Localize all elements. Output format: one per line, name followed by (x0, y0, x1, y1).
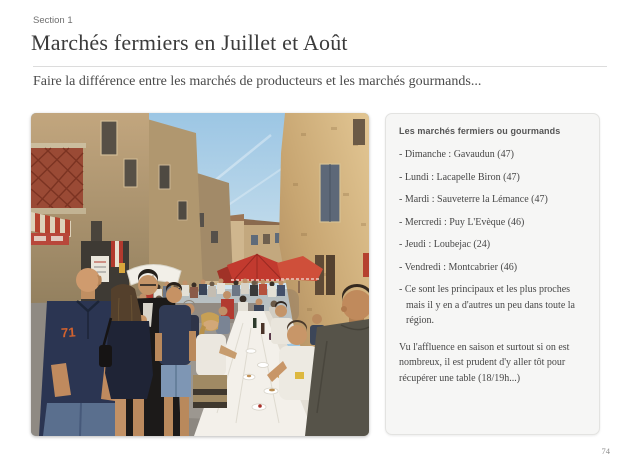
market-list-item: - Mardi : Sauveterre la Lémance (47) (399, 194, 548, 205)
section-label: Section 1 (33, 15, 73, 26)
info-box (385, 113, 600, 435)
market-list-item: - Mercredi : Puy L'Evèque (46) (399, 216, 525, 228)
jersey-number: 71 (60, 324, 77, 341)
info-box-note: Vu l'affluence en saison et surtout si on est nombreux, il est prudent d'y aller tôt pour récupérer une table (18/19h...) (399, 341, 570, 384)
market-photo (31, 113, 369, 436)
page-number: 74 (601, 446, 610, 456)
subtitle: Faire la différence entre les marchés de producteurs et les marchés gourmands... (33, 74, 482, 89)
market-list-item: - Vendredi : Montcabrier (46) (399, 261, 518, 273)
market-list-item: - Dimanche : Gavaudun (47) (399, 149, 514, 160)
info-box-heading: Les marchés fermiers ou gourmands (399, 126, 561, 136)
market-days-list (399, 147, 586, 329)
page-title: Marchés fermiers en Juillet et Août (31, 30, 348, 55)
title-divider (33, 66, 607, 67)
market-photo-illustration (31, 113, 369, 436)
market-list-item: - Lundi : Lacapelle Biron (47) (399, 171, 520, 183)
market-list-item: - Ce sont les principaux et les plus proches mais il y en a d'autres un peu dans toute la région. (399, 284, 575, 326)
market-list-item: - Jeudi : Loubejac (24) (399, 239, 491, 250)
